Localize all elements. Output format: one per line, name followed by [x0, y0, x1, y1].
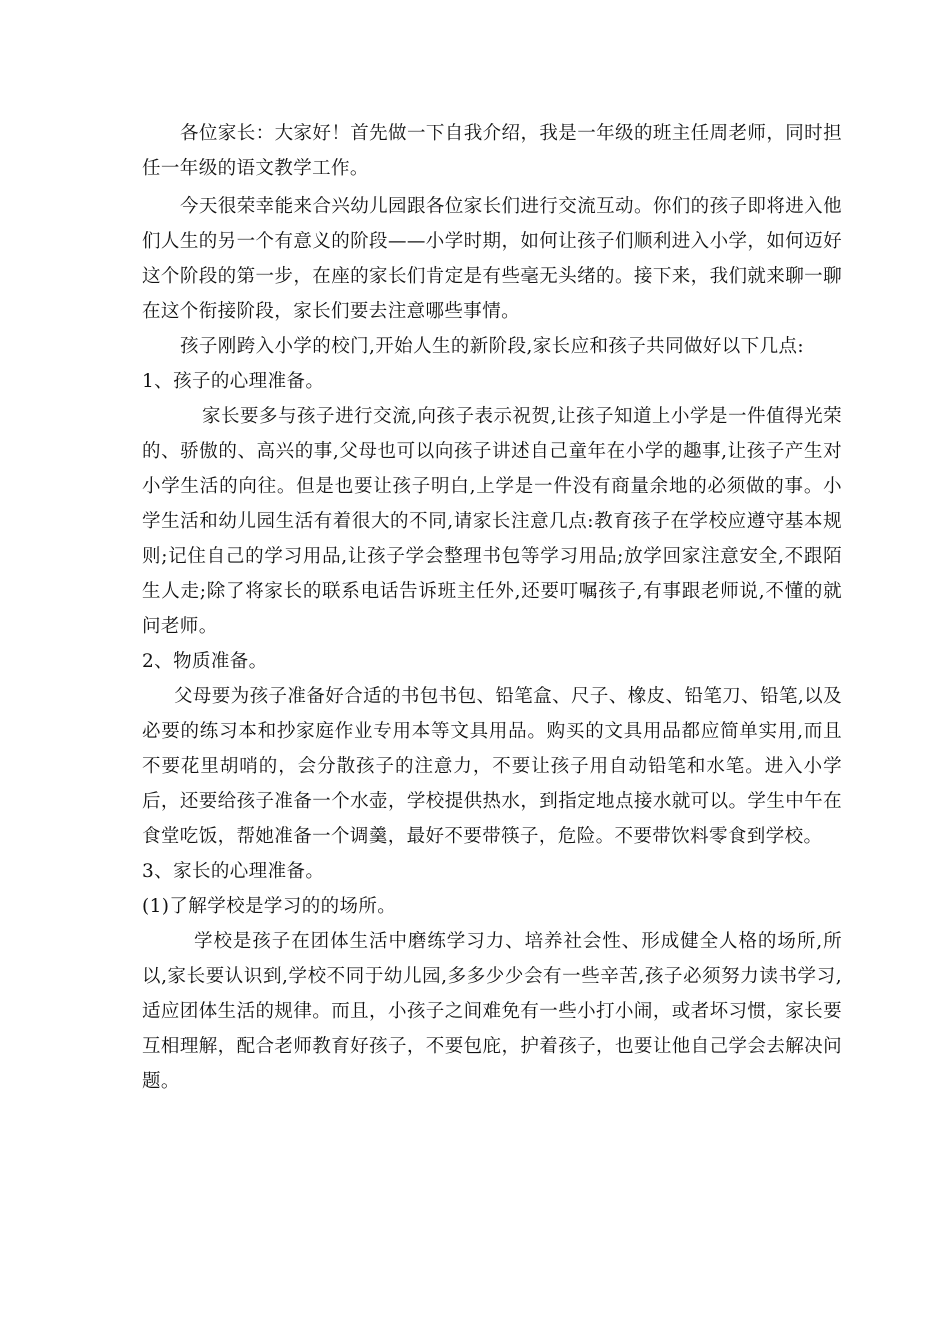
greeting-paragraph: 各位家长：大家好！首先做一下自我介绍，我是一年级的班主任周老师，同时担任一年级的语文教学工作。	[142, 123, 842, 179]
material-paragraph: 父母要为孩子准备好合适的书包书包、铅笔盒、尺子、橡皮、铅笔刀、铅笔,以及必要的练习本和抄家庭作业专用本等文具用品。购买的文具用品都应简单实用,而且不要花里胡哨的，会分散孩子的注意力，不要让孩子用自动铅笔和水笔。进入小学后，还要给孩子准备一个水壶，学校提供热水，到指定地点接水就可以。学生中午在食堂吃饭，帮她准备一个调羹，最好不要带筷子，危险。不要带饮料零食到学校。	[142, 686, 842, 847]
subsection-heading-school: (1)了解学校是学习的的场所。	[142, 896, 397, 917]
section-heading-material: 2、物质准备。	[142, 651, 268, 672]
section-heading-parent: 3、家长的心理准备。	[142, 861, 325, 882]
document-body	[142, 116, 842, 1099]
lead-paragraph: 孩子刚跨入小学的校门,开始人生的新阶段,家长应和孩子共同做好以下几点:	[180, 336, 804, 357]
section-heading-psychological: 1、孩子的心理准备。	[142, 371, 325, 392]
psychological-paragraph: 家长要多与孩子进行交流,向孩子表示祝贺,让孩子知道上小学是一件值得光荣的、骄傲的、高兴的事,父母也可以向孩子讲述自己童年在小学的趣事,让孩子产生对小学生活的向往。但是也要让孩子明白,上学是一件没有商量余地的必须做的事。小学生活和幼儿园生活有着很大的不同,请家长注意几点:教育孩子在学校应遵守基本规则;记住自己的学习用品,让孩子学会整理书包等学习用品;放学回家注意安全,不跟陌生人走;除了将家长的联系电话告诉班主任外,还要叮嘱孩子,有事跟老师说,不懂的就问老师。	[142, 406, 842, 637]
intro-paragraph: 今天很荣幸能来合兴幼儿园跟各位家长们进行交流互动。你们的孩子即将进入他们人生的另一个有意义的阶段——小学时期，如何让孩子们顺利进入小学，如何迈好这个阶段的第一步，在座的家长们肯定是有些毫无头绪的。接下来，我们就来聊一聊在这个衔接阶段，家长们要去注意哪些事情。	[142, 196, 842, 322]
school-paragraph: 学校是孩子在团体生活中磨练学习力、培养社会性、形成健全人格的场所,所以,家长要认识到,学校不同于幼儿园,多多少少会有一些辛苦,孩子必须努力读书学习,适应团体生活的规律。而且，小孩子之间难免有一些小打小闹，或者坏习惯，家长要互相理解，配合老师教育好孩子，不要包庇，护着孩子，也要让他自己学会去解决问题。	[142, 931, 842, 1092]
